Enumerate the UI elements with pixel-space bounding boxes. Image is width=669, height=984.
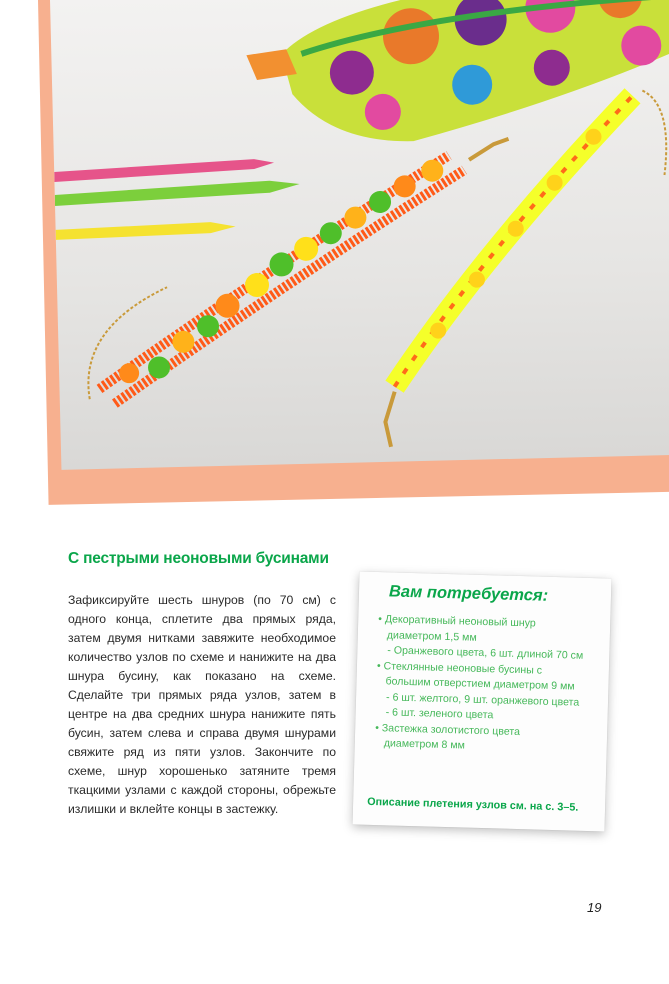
materials-item: - 6 шт. зеленого цвета [385, 706, 494, 722]
section-title: С пестрыми неоновыми бусинами [68, 550, 329, 567]
materials-title: Вам потребуется: [388, 582, 549, 605]
materials-item: - 6 шт. желтого, 9 шт. оранжевого цвета [385, 690, 580, 709]
right-bracelet-icon [377, 90, 669, 447]
materials-footer: Описание плетения узлов см. на с. 3–5. [366, 795, 579, 814]
materials-item: • Застежка золотистого цвета [375, 721, 600, 743]
left-bracelet-icon [83, 139, 515, 404]
page-number: 19 [587, 900, 602, 915]
bracelets-photo [50, 0, 669, 470]
instructions-text: Зафиксируйте шесть шнуров (по 70 см) с одного конца, сплетите два прямых ряда, затем двумя нитками завяжите необходимое количество узлов по схеме и нанижите на два шнура бусину, как показано на схеме. Сделайте три прямых ряда узлов, затем в центре на два средних шнура нанижите пять бусин, затем слева и справа двумя шнурами свяжите ряд из пяти узлов. Закончите по схеме, шнур хорошенько затяните тремя ткацкими узлами с каждой стороны, обрежьте излишки и вклейте концы в застежку. [68, 593, 336, 816]
materials-item: большим отверстием диаметром 9 мм [385, 675, 575, 693]
materials-note [353, 572, 612, 832]
materials-item: - Оранжевого цвета, 6 шт. длиной 70 см [387, 644, 584, 662]
materials-list [375, 612, 604, 758]
materials-item: диаметром 1,5 мм [386, 628, 477, 644]
materials-item: • Декоративный неоновый шнур [378, 612, 603, 634]
pencils-icon [54, 158, 301, 240]
materials-item: • Стеклянные неоновые бусины с [377, 659, 602, 681]
materials-item: диаметром 8 мм [383, 737, 466, 752]
photo-illustration [50, 0, 669, 470]
